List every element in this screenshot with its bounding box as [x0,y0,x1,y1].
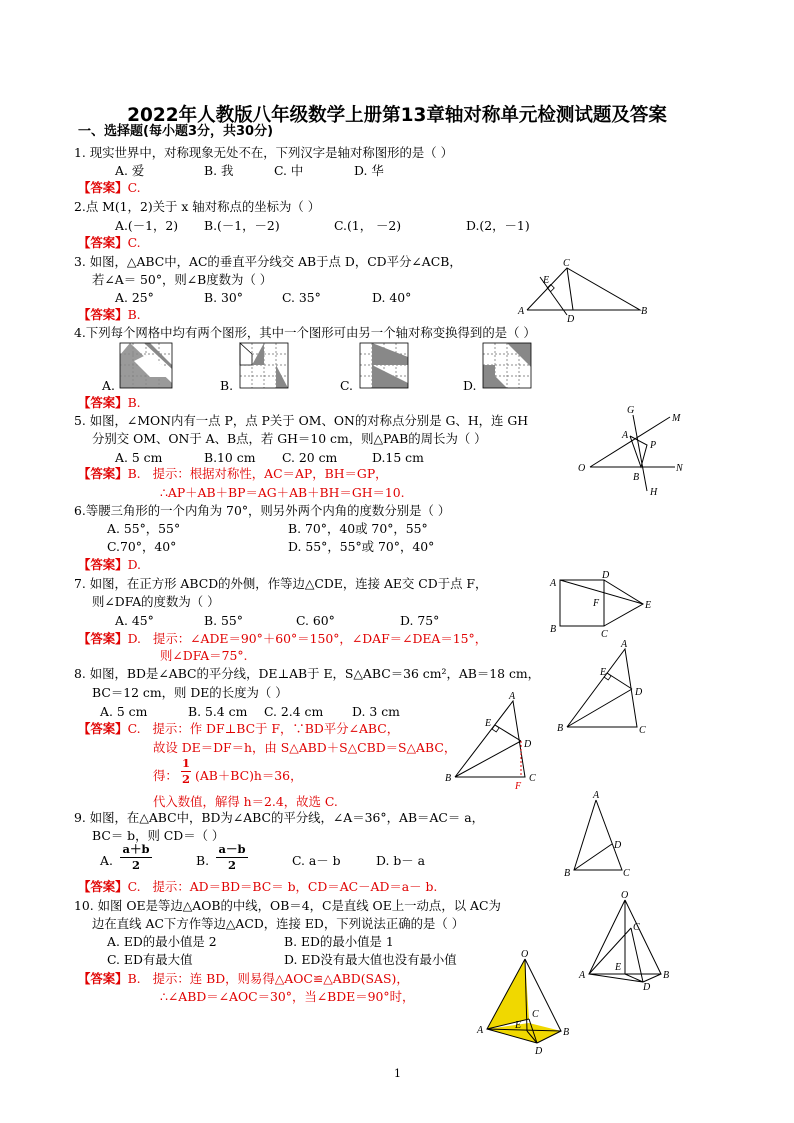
page-title: 2022年人教版八年级数学上册第13章轴对称单元检测试题及答案 [127,105,667,126]
q5-answer: 【答案】B. 提示：根据对称性，AC＝AP，BH＝GP， [78,466,388,481]
q1-opt-b: B. 我 [204,163,234,178]
section-heading: 一、选择题(每小题3分，共30分) [78,124,274,139]
q3-label-c: C [563,258,570,269]
q9-answer: 【答案】C. 提示：AD＝BD＝BC＝ b，CD＝AC－AD＝a－ b. [78,879,438,894]
q7-hint2: 则∠DFA＝75°. [160,648,248,663]
q7-figure [545,570,660,640]
q8-figure-hint [445,691,550,792]
q5-label-p: P [650,440,657,451]
q9-figure [560,790,640,880]
q2-opt-a: A.(－1，2) [115,218,179,233]
q7-opt-a: A. 45° [115,613,154,628]
q8-opt-b: B. 5.4 cm [188,704,248,719]
q10a-label-o: O [621,890,629,901]
q3-opt-c: C. 35° [282,290,321,305]
q7-label-c: C [601,629,608,640]
q4-grid-c [360,343,408,388]
q4-grid-b [240,343,288,388]
q4-grid-d [483,343,531,388]
q10-stem2: 边在直线 AC下方作等边△ACD，连接 ED，下列说法正确的是（ ） [92,916,465,931]
q10a-label-e: E [615,962,622,973]
q8-hint2: 故设 DE＝DF＝h，由 S△ABD＋S△CBD＝S△ABC， [153,740,457,755]
q4-opt-c: C. [340,378,353,393]
q7-label-e: E [645,600,652,611]
q5-figure [575,403,685,498]
q10-opt-a: A. ED的最小值是 2 [107,934,217,949]
q7-opt-d: D. 75° [400,613,440,628]
q8-stem: 8. 如图，BD是∠ABC的平分线，DE⊥AB于 E，S△ABC＝36 cm²，AB＝18 cm， [74,666,541,681]
q10b-label-d: D [535,1046,543,1057]
q8-opt-d: D. 3 cm [352,704,400,719]
q9-stem2: BC＝ b，则 CD＝（ ） [92,828,225,843]
q2-opt-d: D.(2，－1) [466,218,530,233]
q9-label-d: D [614,840,622,851]
q8b-label-b: B [445,773,452,784]
q3-label-e: E [543,275,550,286]
q6-opt-b: B. 70°，40或 70°，55° [288,521,428,536]
q10-stem: 10. 如图 OE是等边△AOB的中线，OB＝4，C是直线 OE上一动点，以 AC为 [74,898,501,913]
q2-opt-c: C.(1， －2) [334,218,402,233]
q10-answer: 【答案】B. 提示：连 BD，则易得△AOC≌△ABD(SAS)， [78,971,409,986]
q8b-label-c: C [529,773,536,784]
q8a-label-c: C [639,725,646,736]
q5-opt-b: B.10 cm [204,450,256,465]
q9-label-a: A [593,790,600,801]
q8a-label-a: A [621,639,628,650]
q7-label-b: B [550,624,557,635]
q8-stem2: BC＝12 cm，则 DE的长度为（ ） [92,685,288,700]
q6-opt-d: D. 55°，55°或 70°，40° [288,539,435,554]
q5-hint2: ∴AP＋AB＋BP＝AG＋AB＋BH＝GH＝10. [160,485,405,500]
q8-hint3-pre: 得： [153,768,178,783]
q8b-label-f: F [515,781,522,792]
q8a-label-e: E [600,667,607,678]
q4-answer: 【答案】B. [78,395,141,410]
q1-stem: 1. 现实世界中，对称现象无处不在，下列汉字是轴对称图形的是（ ） [74,145,454,160]
q2-answer: 【答案】C. [78,235,141,250]
q10a-label-a: A [579,970,586,981]
q8-opt-a: A. 5 cm [100,704,148,719]
q10b-label-o: O [521,949,529,960]
q5-stem: 5. 如图，∠MON内有一点 P，点 P关于 OM、ON的对称点分别是 G、H，连 GH [74,413,529,428]
q6-opt-a: A. 55°，55° [107,521,181,536]
q6-opt-c: C.70°，40° [107,539,177,554]
q3-figure [515,255,650,325]
q8-hint3-post: (AB＋BC)h＝36， [195,768,303,783]
q7-label-a: A [550,578,557,589]
q4-stem: 4.下列每个网格中均有两个图形，其中一个图形可由另一个轴对称变换得到的是（ ） [74,325,536,340]
q3-opt-b: B. 30° [204,290,243,305]
q3-opt-a: A. 25° [115,290,154,305]
q9-opt-d: D. b－ a [376,853,426,868]
q1-opt-a: A. 爱 [115,163,145,178]
q3-opt-d: D. 40° [372,290,412,305]
q5-opt-a: A. 5 cm [115,450,163,465]
q8b-label-e: E [485,718,492,729]
q7-opt-b: B. 55° [204,613,243,628]
q9-label-b: B [564,868,571,879]
q8a-label-b: B [557,723,564,734]
q10a-label-c: C [633,922,640,933]
q8a-label-d: D [635,687,643,698]
q2-opt-b: B.(－1，－2) [204,218,280,233]
q10-figure-hint [475,945,585,1060]
q3-answer: 【答案】B. [78,307,141,322]
q5-label-o: O [578,463,586,474]
q3-label-a: A [518,306,525,317]
q6-answer: 【答案】D. [78,557,141,572]
q10-figure-main [575,890,675,995]
q9-opt-a-fraction: a＋b 2 [120,843,152,872]
q5-label-a: A [622,430,629,441]
q8-hint4: 代入数值，解得 h＝2.4，故选 C. [153,794,338,809]
q7-label-f: F [593,598,600,609]
q3-stem: 3. 如图，△ABC中，AC的垂直平分线交 AB于点 D，CD平分∠ACB， [74,254,462,269]
q8-hint-fraction: 1 2 [181,756,190,786]
q10-opt-c: C. ED有最大值 [107,952,193,967]
q8-figure-main [555,639,655,738]
q8-opt-c: C. 2.4 cm [264,704,324,719]
q5-label-b: B [633,472,640,483]
q4-opt-d: D. [463,378,477,393]
q7-answer: 【答案】D. 提示：∠ADE＝90°＋60°＝150°，∠DAF＝∠DEA＝15°， [78,631,488,646]
q2-stem: 2.点 M(1，2)关于 x 轴对称点的坐标为（ ） [74,199,321,214]
q5-opt-d: D.15 cm [372,450,424,465]
q10b-label-b: B [563,1027,570,1038]
q5-stem2: 分别交 OM、ON于 A、B点，若 GH＝10 cm，则△PAB的周长为（ ） [92,431,487,446]
q10-opt-d: D. ED没有最大值也没有最小值 [284,952,457,967]
q7-stem2: 则∠DFA的度数为（ ） [92,594,220,609]
q9-opt-b-label: B. [196,853,210,868]
q5-opt-c: C. 20 cm [282,450,338,465]
q10b-label-e: E [515,1020,522,1031]
q3-stem2: 若∠A＝ 50°，则∠B度数为（ ） [92,272,273,287]
q10b-label-c: C [532,1009,539,1020]
q4-opt-a: A. [102,378,115,393]
q5-label-n: N [676,463,683,474]
q9-opt-b-fraction: a－b 2 [216,843,248,872]
q10-opt-b: B. ED的最小值是 1 [284,934,394,949]
q1-answer: 【答案】C. [78,180,141,195]
q9-stem: 9. 如图，在△ABC中，BD为∠ABC的平分线，∠A＝36°，AB＝AC＝ a， [74,810,484,825]
q5-label-m: M [672,413,681,424]
q5-label-g: G [627,405,635,416]
q9-opt-a-label: A. [100,853,113,868]
q5-label-h: H [650,487,658,498]
q7-label-d: D [602,570,610,581]
q1-opt-d: D. 华 [354,163,384,178]
q4-grid-a [120,343,172,388]
q9-label-c: C [623,868,630,879]
q7-stem: 7. 如图，在正方形 ABCD的外侧，作等边△CDE，连接 AE交 CD于点 F， [74,576,488,591]
q10a-label-d: D [643,982,651,993]
q1-opt-c: C. 中 [274,163,304,178]
q8-answer: 【答案】C. 提示：作 DF⊥BC于 F，∵BD平分∠ABC， [78,721,400,736]
page-number: 1 [394,1067,401,1080]
q10b-label-a: A [477,1025,484,1036]
q3-label-d: D [567,314,575,325]
q8b-label-a: A [509,691,516,702]
q3-label-b: B [641,306,648,317]
q7-opt-c: C. 60° [296,613,335,628]
q9-opt-c: C. a－ b [292,853,341,868]
q6-stem: 6.等腰三角形的一个内角为 70°，则另外两个内角的度数分别是（ ） [74,503,451,518]
q10-hint2: ∴∠ABD＝∠AOC＝30°，当∠BDE＝90°时， [160,989,415,1004]
q4-opt-b: B. [220,378,234,393]
q8b-label-d: D [524,739,532,750]
q10a-label-b: B [663,970,670,981]
